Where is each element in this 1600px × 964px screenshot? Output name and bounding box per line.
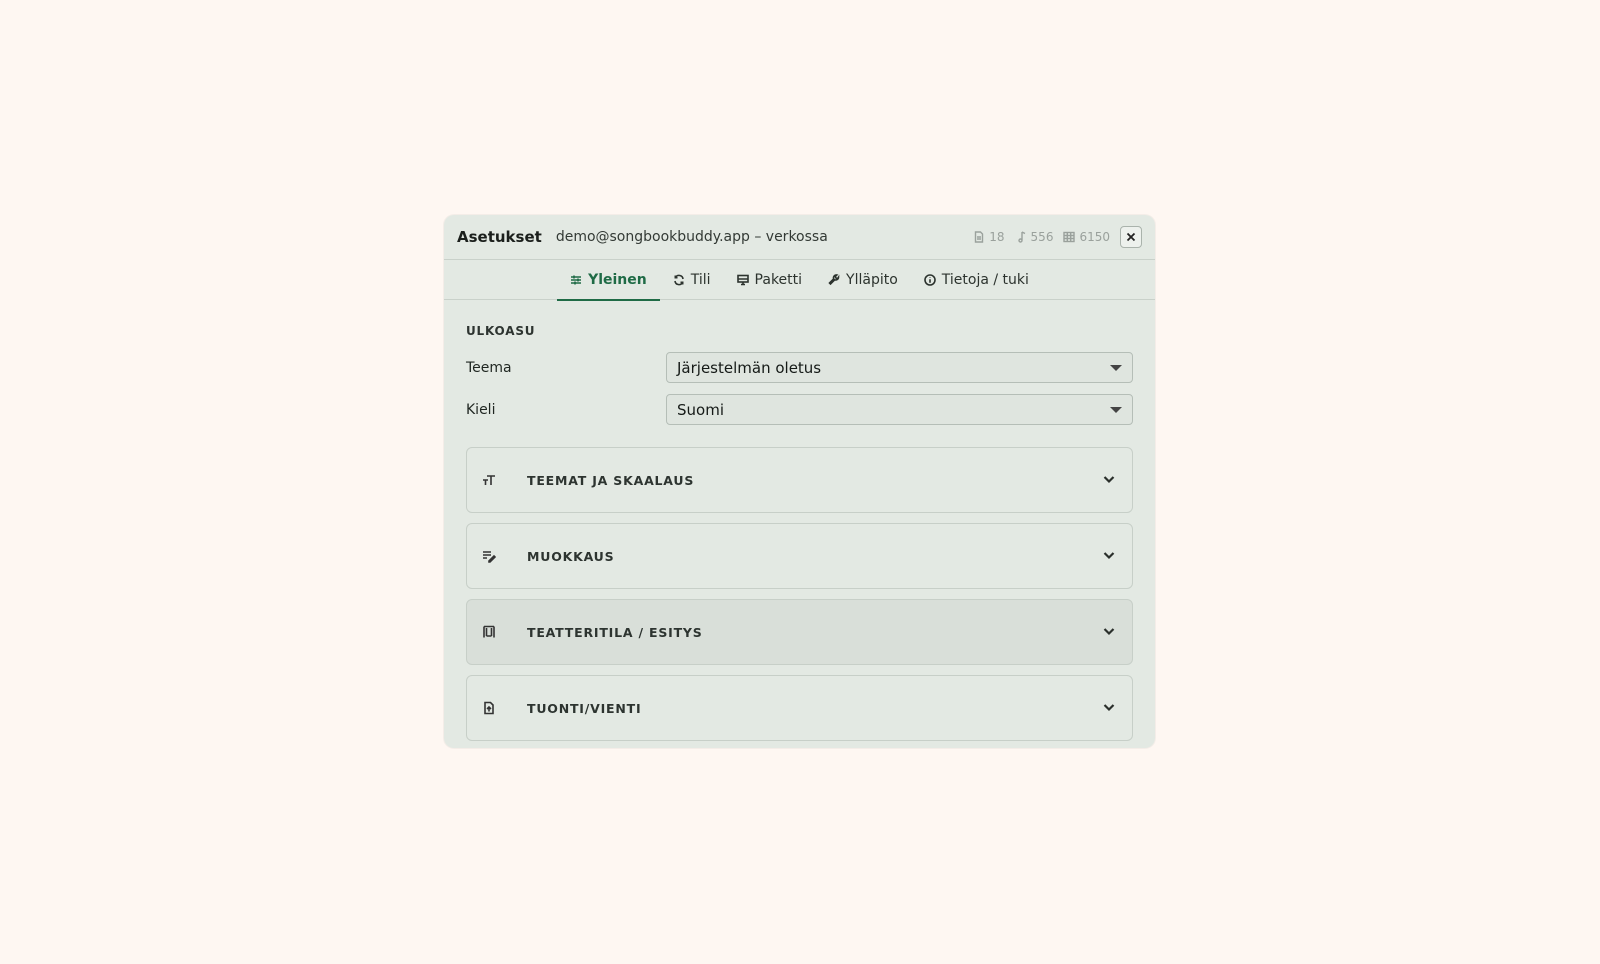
accordion-theater-mode[interactable]	[466, 599, 1133, 665]
accordion-import-export[interactable]	[466, 675, 1133, 741]
monitor-icon	[737, 274, 749, 286]
dialog-title: Asetukset	[457, 228, 542, 246]
chevron-down-icon	[1102, 624, 1116, 638]
stats-bar	[973, 230, 1110, 244]
edit-list-icon	[482, 549, 496, 563]
tab-maintenance[interactable]	[815, 260, 911, 299]
theme-row	[466, 352, 1133, 383]
accordion-themes-scaling-label: TEEMAT JA SKAALAUS	[527, 472, 695, 488]
theme-select[interactable]	[666, 352, 1133, 383]
tab-account[interactable]	[660, 260, 724, 299]
tab-general[interactable]	[557, 260, 660, 299]
chevron-down-icon	[1102, 472, 1116, 486]
dropdown-caret-icon	[1110, 407, 1122, 413]
document-icon	[973, 231, 985, 243]
settings-tabs	[444, 260, 1155, 300]
close-button[interactable]	[1120, 226, 1142, 248]
close-icon	[1126, 232, 1136, 242]
tab-general-label: Yleinen	[588, 271, 647, 288]
accordion-import-export-label: TUONTI/VIENTI	[527, 700, 642, 716]
stat-chords	[1063, 230, 1110, 244]
tab-about-support[interactable]	[911, 260, 1042, 299]
stat-chords-value: 6150	[1079, 230, 1110, 244]
account-status: demo@songbookbuddy.app – verkossa	[555, 229, 828, 245]
music-note-icon	[1015, 231, 1027, 243]
language-label: Kieli	[466, 401, 496, 418]
tab-account-label: Tili	[690, 271, 711, 288]
accordion-editing-label: MUOKKAUS	[527, 548, 615, 564]
accordion-theater-mode-label: TEATTERITILA / ESITYS	[527, 624, 703, 640]
grid-icon	[1063, 231, 1075, 243]
tab-maintenance-label: Ylläpito	[846, 271, 898, 288]
accordion-themes-scaling[interactable]	[466, 447, 1133, 513]
chevron-down-icon	[1102, 548, 1116, 562]
sliders-icon	[570, 274, 582, 286]
theme-label: Teema	[466, 359, 512, 376]
tab-package-label: Paketti	[754, 271, 803, 288]
theater-icon	[482, 625, 496, 639]
language-select[interactable]	[666, 394, 1133, 425]
tab-about-support-label: Tietoja / tuki	[941, 271, 1029, 288]
general-settings-panel	[444, 300, 1155, 741]
stat-documents-value: 18	[989, 230, 1005, 244]
accordion-editing[interactable]	[466, 523, 1133, 589]
text-size-icon	[482, 473, 496, 487]
file-import-icon	[482, 701, 496, 715]
info-icon	[924, 274, 936, 286]
language-row	[466, 394, 1133, 425]
dialog-header	[444, 215, 1155, 260]
appearance-section-title: ULKOASU	[466, 324, 536, 338]
dropdown-caret-icon	[1110, 365, 1122, 371]
tab-package[interactable]	[724, 260, 815, 299]
sync-icon	[673, 274, 685, 286]
stat-songs-value: 556	[1030, 230, 1054, 244]
language-select-value: Suomi	[677, 400, 724, 419]
chevron-down-icon	[1102, 700, 1116, 714]
settings-accordion-list	[466, 447, 1133, 741]
stat-documents	[973, 230, 1004, 244]
stat-songs	[1015, 230, 1054, 244]
wrench-icon	[828, 274, 840, 286]
settings-dialog	[444, 215, 1155, 748]
theme-select-value: Järjestelmän oletus	[677, 358, 822, 377]
